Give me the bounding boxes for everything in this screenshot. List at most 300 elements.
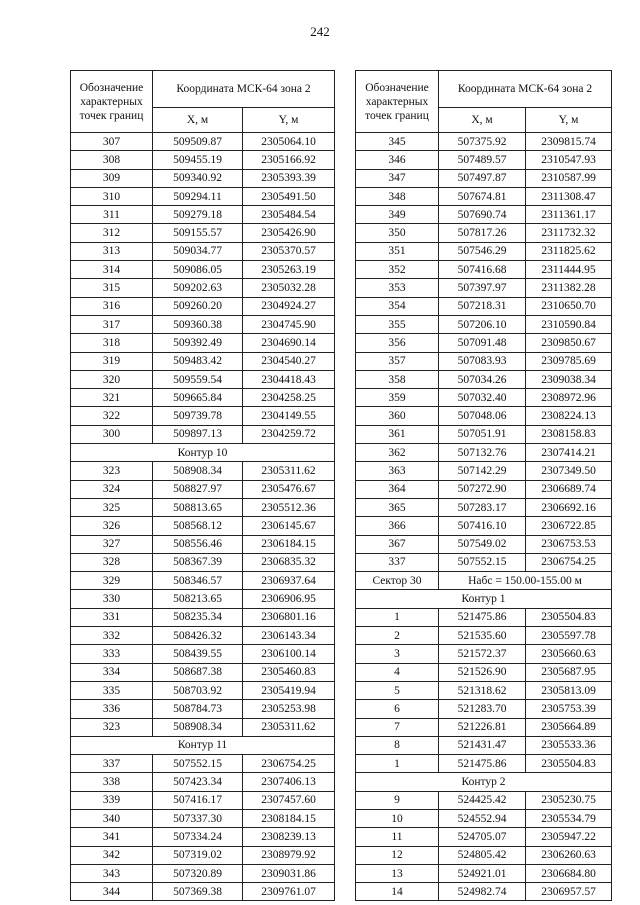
left-table-body xyxy=(71,133,335,901)
y-coordinate: 2305426.90 xyxy=(243,224,335,242)
x-coordinate: 507416.10 xyxy=(439,517,526,535)
contour-heading-row xyxy=(356,773,612,791)
x-coordinate: 507206.10 xyxy=(439,315,526,333)
point-number: 308 xyxy=(71,151,153,169)
point-number: 327 xyxy=(71,535,153,553)
y-coordinate: 2306754.25 xyxy=(243,755,335,773)
point-number: 331 xyxy=(71,608,153,626)
point-number: 300 xyxy=(71,425,153,443)
x-coordinate: 507552.15 xyxy=(153,755,243,773)
x-coordinate: 508426.32 xyxy=(153,627,243,645)
y-coordinate: 2305947.22 xyxy=(526,828,612,846)
x-coordinate: 507132.76 xyxy=(439,444,526,462)
x-coordinate: 524552.94 xyxy=(439,809,526,827)
x-coordinate: 508908.34 xyxy=(153,462,243,480)
table-row xyxy=(71,169,335,187)
x-coordinate: 507283.17 xyxy=(439,498,526,516)
y-coordinate: 2306835.32 xyxy=(243,553,335,571)
x-coordinate: 508235.34 xyxy=(153,608,243,626)
contour-heading: Контур 11 xyxy=(71,736,335,754)
x-coordinate: 507142.29 xyxy=(439,462,526,480)
table-row xyxy=(71,315,335,333)
point-number: 333 xyxy=(71,645,153,663)
y-coordinate: 2308239.13 xyxy=(243,828,335,846)
table-row xyxy=(356,315,612,333)
table-row xyxy=(356,846,612,864)
y-coordinate: 2306753.53 xyxy=(526,535,612,553)
sector-row xyxy=(356,572,612,590)
y-coordinate: 2305484.54 xyxy=(243,206,335,224)
point-number: 1 xyxy=(356,608,439,626)
point-number: 325 xyxy=(71,498,153,516)
x-coordinate: 507320.89 xyxy=(153,864,243,882)
y-coordinate: 2306145.67 xyxy=(243,517,335,535)
x-coordinate: 509360.38 xyxy=(153,315,243,333)
x-coordinate: 507034.26 xyxy=(439,370,526,388)
table-row xyxy=(71,462,335,480)
point-number: 349 xyxy=(356,206,439,224)
y-coordinate: 2306684.80 xyxy=(526,864,612,882)
point-number: 348 xyxy=(356,187,439,205)
point-number: 335 xyxy=(71,681,153,699)
y-coordinate: 2305597.78 xyxy=(526,627,612,645)
table-row xyxy=(356,498,612,516)
table-row xyxy=(356,462,612,480)
y-coordinate: 2305660.63 xyxy=(526,645,612,663)
point-number: 359 xyxy=(356,389,439,407)
table-row xyxy=(356,187,612,205)
point-number: 343 xyxy=(71,864,153,882)
table-row xyxy=(71,627,335,645)
y-coordinate: 2305393.39 xyxy=(243,169,335,187)
point-number: 345 xyxy=(356,133,439,151)
table-row xyxy=(356,718,612,736)
y-coordinate: 2307457.60 xyxy=(243,791,335,809)
table-row xyxy=(71,718,335,736)
table-row xyxy=(356,535,612,553)
point-number: 336 xyxy=(71,700,153,718)
y-coordinate: 2309761.07 xyxy=(243,883,335,901)
table-row xyxy=(71,608,335,626)
x-coordinate: 509559.54 xyxy=(153,370,243,388)
y-coordinate: 2304258.25 xyxy=(243,389,335,407)
point-number: 351 xyxy=(356,242,439,260)
point-number: 334 xyxy=(71,663,153,681)
x-coordinate: 507497.87 xyxy=(439,169,526,187)
point-number: 365 xyxy=(356,498,439,516)
point-number: 12 xyxy=(356,846,439,864)
point-number: 320 xyxy=(71,370,153,388)
point-number: 347 xyxy=(356,169,439,187)
table-row xyxy=(71,681,335,699)
point-number: 313 xyxy=(71,242,153,260)
table-row xyxy=(71,133,335,151)
table-row xyxy=(356,828,612,846)
y-coordinate: 2304924.27 xyxy=(243,297,335,315)
y-coordinate: 2305753.39 xyxy=(526,700,612,718)
point-number: 6 xyxy=(356,700,439,718)
x-coordinate: 508439.55 xyxy=(153,645,243,663)
table-row xyxy=(356,206,612,224)
table-row xyxy=(356,627,612,645)
point-number: 309 xyxy=(71,169,153,187)
table-row xyxy=(71,206,335,224)
y-coordinate: 2306937.64 xyxy=(243,572,335,590)
y-coordinate: 2309815.74 xyxy=(526,133,612,151)
table-row xyxy=(71,389,335,407)
point-number: 324 xyxy=(71,480,153,498)
x-coordinate: 521535.60 xyxy=(439,627,526,645)
point-number: 330 xyxy=(71,590,153,608)
x-coordinate: 521475.86 xyxy=(439,755,526,773)
x-coordinate: 507546.29 xyxy=(439,242,526,260)
table-row xyxy=(356,681,612,699)
table-row xyxy=(356,480,612,498)
table-row xyxy=(356,791,612,809)
table-row xyxy=(71,297,335,315)
y-coordinate: 2305491.50 xyxy=(243,187,335,205)
x-coordinate: 521318.62 xyxy=(439,681,526,699)
y-coordinate: 2306722.85 xyxy=(526,517,612,535)
x-coordinate: 509340.92 xyxy=(153,169,243,187)
point-designation-header: Обозначение характерных точек границ xyxy=(356,71,439,133)
y-coordinate: 2306689.74 xyxy=(526,480,612,498)
x-coordinate: 507218.31 xyxy=(439,297,526,315)
y-coordinate: 2309850.67 xyxy=(526,334,612,352)
x-coordinate: 509086.05 xyxy=(153,261,243,279)
table-row xyxy=(71,370,335,388)
table-row xyxy=(356,389,612,407)
y-coordinate: 2305166.92 xyxy=(243,151,335,169)
x-coordinate: 524921.01 xyxy=(439,864,526,882)
y-coordinate: 2310650.70 xyxy=(526,297,612,315)
sector-label: Сектор 30 xyxy=(356,572,439,590)
y-coordinate: 2305230.75 xyxy=(526,791,612,809)
table-row xyxy=(71,279,335,297)
y-coordinate: 2311444.95 xyxy=(526,261,612,279)
x-coordinate: 509665.84 xyxy=(153,389,243,407)
x-coordinate: 509155.57 xyxy=(153,224,243,242)
y-coordinate: 2306100.14 xyxy=(243,645,335,663)
y-coordinate: 2307406.13 xyxy=(243,773,335,791)
point-number: 318 xyxy=(71,334,153,352)
point-number: 340 xyxy=(71,809,153,827)
coordinates-table-right xyxy=(355,70,612,901)
table-row xyxy=(356,663,612,681)
y-coordinate: 2307349.50 xyxy=(526,462,612,480)
point-number: 322 xyxy=(71,407,153,425)
x-coordinate: 507397.97 xyxy=(439,279,526,297)
x-coordinate: 507319.02 xyxy=(153,846,243,864)
y-coordinate: 2310547.93 xyxy=(526,151,612,169)
point-number: 11 xyxy=(356,828,439,846)
table-row xyxy=(356,407,612,425)
y-coordinate: 2304149.55 xyxy=(243,407,335,425)
table-row xyxy=(356,261,612,279)
x-coordinate: 507423.34 xyxy=(153,773,243,791)
point-number: 337 xyxy=(356,553,439,571)
point-number: 339 xyxy=(71,791,153,809)
table-row xyxy=(356,334,612,352)
table-row xyxy=(71,846,335,864)
point-number: 342 xyxy=(71,846,153,864)
y-coordinate: 2304259.72 xyxy=(243,425,335,443)
table-row xyxy=(71,480,335,498)
point-number: 319 xyxy=(71,352,153,370)
x-coordinate: 507690.74 xyxy=(439,206,526,224)
table-row xyxy=(356,517,612,535)
y-coordinate: 2304418.43 xyxy=(243,370,335,388)
table-row xyxy=(356,700,612,718)
coordinates-table-left xyxy=(70,70,335,901)
x-coordinate: 509260.20 xyxy=(153,297,243,315)
y-coordinate: 2308184.15 xyxy=(243,809,335,827)
y-coordinate: 2309031.86 xyxy=(243,864,335,882)
y-coordinate: 2305504.83 xyxy=(526,755,612,773)
table-row xyxy=(71,224,335,242)
x-coordinate: 509392.49 xyxy=(153,334,243,352)
x-coordinate: 508908.34 xyxy=(153,718,243,736)
table-row xyxy=(71,864,335,882)
table-row xyxy=(71,261,335,279)
x-coordinate: 507369.38 xyxy=(153,883,243,901)
y-coordinate: 2311361.17 xyxy=(526,206,612,224)
x-coordinate: 509279.18 xyxy=(153,206,243,224)
point-number: 367 xyxy=(356,535,439,553)
x-coordinate: 507334.24 xyxy=(153,828,243,846)
y-coordinate: 2306184.15 xyxy=(243,535,335,553)
point-number: 332 xyxy=(71,627,153,645)
y-coordinate: 2311732.32 xyxy=(526,224,612,242)
point-number: 326 xyxy=(71,517,153,535)
y-coordinate: 2310590.84 xyxy=(526,315,612,333)
y-coordinate: 2305476.67 xyxy=(243,480,335,498)
coordinate-system-header: Координата МСК-64 зона 2 xyxy=(153,71,335,108)
table-row xyxy=(71,663,335,681)
point-number: 329 xyxy=(71,572,153,590)
x-coordinate: 509897.13 xyxy=(153,425,243,443)
y-coordinate: 2305687.95 xyxy=(526,663,612,681)
table-row xyxy=(71,151,335,169)
x-coordinate: 509455.19 xyxy=(153,151,243,169)
x-coordinate: 508687.38 xyxy=(153,663,243,681)
x-coordinate: 521226.81 xyxy=(439,718,526,736)
point-number: 310 xyxy=(71,187,153,205)
point-number: 362 xyxy=(356,444,439,462)
table-row xyxy=(71,809,335,827)
table-row xyxy=(356,224,612,242)
table-row xyxy=(356,736,612,754)
x-coordinate: 507375.92 xyxy=(439,133,526,151)
table-row xyxy=(71,498,335,516)
y-coordinate: 2306754.25 xyxy=(526,553,612,571)
x-coordinate: 508367.39 xyxy=(153,553,243,571)
x-coordinate: 507817.26 xyxy=(439,224,526,242)
x-coordinate: 509294.11 xyxy=(153,187,243,205)
point-number: 307 xyxy=(71,133,153,151)
x-coordinate: 521283.70 xyxy=(439,700,526,718)
table-row xyxy=(356,151,612,169)
x-coordinate: 509034.77 xyxy=(153,242,243,260)
x-coordinate: 508784.73 xyxy=(153,700,243,718)
contour-heading: Контур 2 xyxy=(356,773,612,791)
y-coordinate: 2305419.94 xyxy=(243,681,335,699)
y-coordinate: 2308158.83 xyxy=(526,425,612,443)
y-coordinate: 2305311.62 xyxy=(243,462,335,480)
y-coordinate: 2305504.83 xyxy=(526,608,612,626)
point-number: 5 xyxy=(356,681,439,699)
point-number: 363 xyxy=(356,462,439,480)
table-row xyxy=(71,883,335,901)
x-coordinate: 507048.06 xyxy=(439,407,526,425)
table-row xyxy=(71,791,335,809)
table-row xyxy=(71,773,335,791)
point-designation-header: Обозначение характерных точек границ xyxy=(71,71,153,133)
point-number: 7 xyxy=(356,718,439,736)
y-coordinate: 2305533.36 xyxy=(526,736,612,754)
y-coordinate: 2305263.19 xyxy=(243,261,335,279)
point-number: 14 xyxy=(356,883,439,901)
y-coordinate: 2307414.21 xyxy=(526,444,612,462)
table-row xyxy=(71,828,335,846)
point-number: 3 xyxy=(356,645,439,663)
point-number: 337 xyxy=(71,755,153,773)
contour-heading-row xyxy=(71,736,335,754)
x-column-header: X, м xyxy=(153,108,243,133)
x-coordinate: 508827.97 xyxy=(153,480,243,498)
x-coordinate: 508813.65 xyxy=(153,498,243,516)
table-row xyxy=(356,864,612,882)
x-coordinate: 507091.48 xyxy=(439,334,526,352)
point-number: 4 xyxy=(356,663,439,681)
contour-heading-row xyxy=(356,590,612,608)
table-row xyxy=(71,187,335,205)
point-number: 323 xyxy=(71,462,153,480)
x-column-header: X, м xyxy=(439,108,526,133)
table-row xyxy=(356,370,612,388)
point-number: 358 xyxy=(356,370,439,388)
table-row xyxy=(71,755,335,773)
point-number: 10 xyxy=(356,809,439,827)
point-number: 328 xyxy=(71,553,153,571)
y-coordinate: 2306692.16 xyxy=(526,498,612,516)
y-coordinate: 2305813.09 xyxy=(526,681,612,699)
right-table-body xyxy=(356,133,612,901)
point-number: 341 xyxy=(71,828,153,846)
table-row xyxy=(71,242,335,260)
point-number: 316 xyxy=(71,297,153,315)
contour-heading: Контур 1 xyxy=(356,590,612,608)
x-coordinate: 524705.07 xyxy=(439,828,526,846)
y-column-header: Y, м xyxy=(526,108,612,133)
x-coordinate: 509509.87 xyxy=(153,133,243,151)
x-coordinate: 507552.15 xyxy=(439,553,526,571)
point-number: 312 xyxy=(71,224,153,242)
x-coordinate: 507272.90 xyxy=(439,480,526,498)
point-number: 317 xyxy=(71,315,153,333)
point-number: 357 xyxy=(356,352,439,370)
point-number: 9 xyxy=(356,791,439,809)
table-row xyxy=(356,809,612,827)
point-number: 360 xyxy=(356,407,439,425)
x-coordinate: 508346.57 xyxy=(153,572,243,590)
y-column-header: Y, м xyxy=(243,108,335,133)
x-coordinate: 509202.63 xyxy=(153,279,243,297)
page-number: 242 xyxy=(310,24,330,39)
y-coordinate: 2306260.63 xyxy=(526,846,612,864)
y-coordinate: 2309038.34 xyxy=(526,370,612,388)
point-number: 364 xyxy=(356,480,439,498)
x-coordinate: 521431.47 xyxy=(439,736,526,754)
y-coordinate: 2304690.14 xyxy=(243,334,335,352)
y-coordinate: 2305311.62 xyxy=(243,718,335,736)
y-coordinate: 2305534.79 xyxy=(526,809,612,827)
point-number: 314 xyxy=(71,261,153,279)
y-coordinate: 2308224.13 xyxy=(526,407,612,425)
point-number: 13 xyxy=(356,864,439,882)
table-row xyxy=(356,279,612,297)
x-coordinate: 508568.12 xyxy=(153,517,243,535)
table-row xyxy=(356,608,612,626)
point-number: 311 xyxy=(71,206,153,224)
x-coordinate: 507337.30 xyxy=(153,809,243,827)
point-number: 315 xyxy=(71,279,153,297)
point-number: 1 xyxy=(356,755,439,773)
x-coordinate: 507051.91 xyxy=(439,425,526,443)
table-row xyxy=(71,700,335,718)
coordinate-system-header: Координата МСК-64 зона 2 xyxy=(439,71,612,108)
x-coordinate: 509483.42 xyxy=(153,352,243,370)
y-coordinate: 2305460.83 xyxy=(243,663,335,681)
x-coordinate: 509739.78 xyxy=(153,407,243,425)
x-coordinate: 508556.46 xyxy=(153,535,243,553)
y-coordinate: 2311308.47 xyxy=(526,187,612,205)
x-coordinate: 507083.93 xyxy=(439,352,526,370)
table-row xyxy=(356,352,612,370)
table-row xyxy=(356,169,612,187)
point-number: 361 xyxy=(356,425,439,443)
table-row xyxy=(356,755,612,773)
x-coordinate: 524982.74 xyxy=(439,883,526,901)
y-coordinate: 2311382.28 xyxy=(526,279,612,297)
contour-heading: Контур 10 xyxy=(71,444,335,462)
contour-heading-row xyxy=(71,444,335,462)
point-number: 353 xyxy=(356,279,439,297)
table-row xyxy=(356,883,612,901)
point-number: 2 xyxy=(356,627,439,645)
point-number: 344 xyxy=(71,883,153,901)
table-row xyxy=(356,133,612,151)
point-number: 356 xyxy=(356,334,439,352)
x-coordinate: 507416.68 xyxy=(439,261,526,279)
x-coordinate: 521572.37 xyxy=(439,645,526,663)
point-number: 354 xyxy=(356,297,439,315)
y-coordinate: 2306143.34 xyxy=(243,627,335,645)
point-number: 355 xyxy=(356,315,439,333)
y-coordinate: 2306906.95 xyxy=(243,590,335,608)
y-coordinate: 2308979.92 xyxy=(243,846,335,864)
x-coordinate: 507489.57 xyxy=(439,151,526,169)
x-coordinate: 521526.90 xyxy=(439,663,526,681)
table-row xyxy=(71,352,335,370)
table-row xyxy=(71,425,335,443)
x-coordinate: 524805.42 xyxy=(439,846,526,864)
y-coordinate: 2305032.28 xyxy=(243,279,335,297)
point-number: 352 xyxy=(356,261,439,279)
x-coordinate: 507549.02 xyxy=(439,535,526,553)
y-coordinate: 2306801.16 xyxy=(243,608,335,626)
point-number: 366 xyxy=(356,517,439,535)
